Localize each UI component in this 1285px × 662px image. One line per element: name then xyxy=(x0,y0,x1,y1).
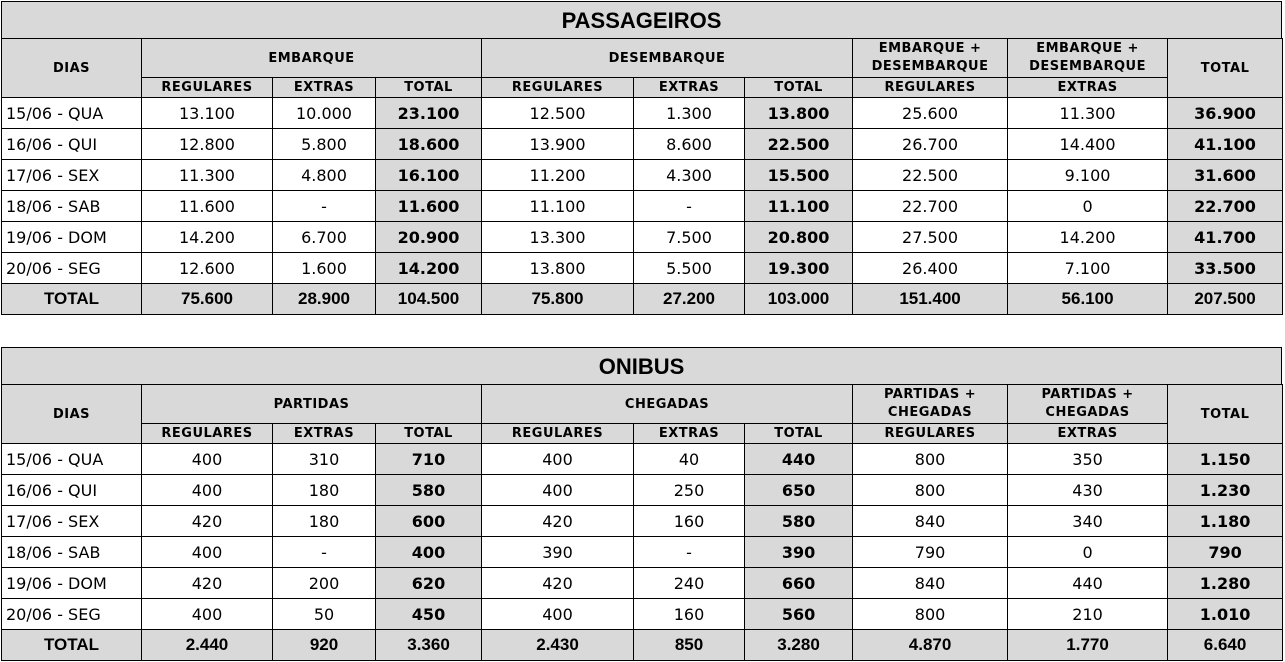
total-cell: 14.200 xyxy=(376,253,482,284)
header-embarque: EMBARQUE xyxy=(142,39,482,78)
value-cell: 4.800 xyxy=(273,160,376,191)
value-cell: 850 xyxy=(634,630,745,661)
value-cell: 400 xyxy=(482,444,634,475)
value-cell: 1.770 xyxy=(1008,630,1168,661)
day-cell: TOTAL xyxy=(2,284,142,315)
day-cell: 20/06 - SEG xyxy=(2,599,142,630)
header-embarque-desembarque-regulares: EMBARQUE + DESEMBARQUE xyxy=(853,39,1008,78)
passageiros-section xyxy=(1,1,1282,315)
value-cell: 9.100 xyxy=(1008,160,1168,191)
subheader-extras: EXTRAS xyxy=(1008,78,1168,98)
total-cell: 18.600 xyxy=(376,129,482,160)
table-row xyxy=(2,599,1283,630)
subheader-regulares: REGULARES xyxy=(142,78,273,98)
subheader-extras: EXTRAS xyxy=(634,78,745,98)
total-cell: 600 xyxy=(376,506,482,537)
total-cell: 41.100 xyxy=(1168,129,1283,160)
subheader-regulares: REGULARES xyxy=(853,424,1008,444)
value-cell: 75.600 xyxy=(142,284,273,315)
total-cell: 1.230 xyxy=(1168,475,1283,506)
value-cell: - xyxy=(634,191,745,222)
value-cell: 4.300 xyxy=(634,160,745,191)
onibus-title: ONIBUS xyxy=(1,347,1282,384)
total-cell: 11.600 xyxy=(376,191,482,222)
total-cell: 650 xyxy=(745,475,853,506)
value-cell: 240 xyxy=(634,568,745,599)
value-cell: 400 xyxy=(142,537,273,568)
value-cell: 75.800 xyxy=(482,284,634,315)
subheader-extras: EXTRAS xyxy=(273,78,376,98)
value-cell: 22.700 xyxy=(853,191,1008,222)
table-row xyxy=(2,222,1283,253)
value-cell: 790 xyxy=(853,537,1008,568)
value-cell: 13.800 xyxy=(482,253,634,284)
subheader-total: TOTAL xyxy=(376,424,482,444)
total-cell: 16.100 xyxy=(376,160,482,191)
day-cell: 15/06 - QUA xyxy=(2,444,142,475)
total-cell: 3.360 xyxy=(376,630,482,661)
value-cell: 7.100 xyxy=(1008,253,1168,284)
total-cell: 23.100 xyxy=(376,98,482,129)
header-chegadas: CHEGADAS xyxy=(482,385,853,424)
value-cell: 27.500 xyxy=(853,222,1008,253)
total-cell: 790 xyxy=(1168,537,1283,568)
total-cell: 580 xyxy=(745,506,853,537)
day-cell: 19/06 - DOM xyxy=(2,568,142,599)
value-cell: 420 xyxy=(482,506,634,537)
value-cell: 11.100 xyxy=(482,191,634,222)
onibus-table xyxy=(1,384,1283,661)
value-cell: 56.100 xyxy=(1008,284,1168,315)
value-cell: 11.200 xyxy=(482,160,634,191)
value-cell: 28.900 xyxy=(273,284,376,315)
day-cell: 20/06 - SEG xyxy=(2,253,142,284)
subheader-total: TOTAL xyxy=(745,424,853,444)
table-row xyxy=(2,253,1283,284)
value-cell: 200 xyxy=(273,568,376,599)
header-total: TOTAL xyxy=(1168,385,1283,444)
total-cell: 560 xyxy=(745,599,853,630)
value-cell: 12.500 xyxy=(482,98,634,129)
value-cell: 1.600 xyxy=(273,253,376,284)
total-cell: 440 xyxy=(745,444,853,475)
header-partidas: PARTIDAS xyxy=(142,385,482,424)
total-cell: 15.500 xyxy=(745,160,853,191)
total-cell: 20.800 xyxy=(745,222,853,253)
day-cell: 17/06 - SEX xyxy=(2,160,142,191)
value-cell: 310 xyxy=(273,444,376,475)
value-cell: 0 xyxy=(1008,191,1168,222)
header-embarque-desembarque-extras: EMBARQUE + DESEMBARQUE xyxy=(1008,39,1168,78)
value-cell: 420 xyxy=(142,506,273,537)
header-dias: DIAS xyxy=(2,39,142,98)
total-cell: 3.280 xyxy=(745,630,853,661)
day-cell: 19/06 - DOM xyxy=(2,222,142,253)
total-cell: 20.900 xyxy=(376,222,482,253)
total-cell: 400 xyxy=(376,537,482,568)
value-cell: 390 xyxy=(482,537,634,568)
total-cell: 1.150 xyxy=(1168,444,1283,475)
value-cell: 250 xyxy=(634,475,745,506)
value-cell: 151.400 xyxy=(853,284,1008,315)
total-cell: 620 xyxy=(376,568,482,599)
value-cell: 420 xyxy=(482,568,634,599)
day-cell: 16/06 - QUI xyxy=(2,475,142,506)
day-cell: 17/06 - SEX xyxy=(2,506,142,537)
total-cell: 31.600 xyxy=(1168,160,1283,191)
value-cell: 11.600 xyxy=(142,191,273,222)
day-cell: 18/06 - SAB xyxy=(2,537,142,568)
total-cell: 660 xyxy=(745,568,853,599)
header-dias: DIAS xyxy=(2,385,142,444)
total-row xyxy=(2,630,1283,661)
onibus-body xyxy=(2,444,1283,661)
total-cell: 22.500 xyxy=(745,129,853,160)
value-cell: 5.500 xyxy=(634,253,745,284)
header-partidas-chegadas-extras: PARTIDAS + CHEGADAS xyxy=(1008,385,1168,424)
total-cell: 450 xyxy=(376,599,482,630)
total-cell: 1.010 xyxy=(1168,599,1283,630)
value-cell: 350 xyxy=(1008,444,1168,475)
total-cell: 22.700 xyxy=(1168,191,1283,222)
total-row xyxy=(2,284,1283,315)
value-cell: 400 xyxy=(482,475,634,506)
value-cell: 13.300 xyxy=(482,222,634,253)
value-cell: 180 xyxy=(273,475,376,506)
value-cell: 26.400 xyxy=(853,253,1008,284)
subheader-regulares: REGULARES xyxy=(482,78,634,98)
value-cell: 14.200 xyxy=(1008,222,1168,253)
value-cell: 400 xyxy=(142,475,273,506)
total-cell: 103.000 xyxy=(745,284,853,315)
value-cell: 14.400 xyxy=(1008,129,1168,160)
value-cell: 6.700 xyxy=(273,222,376,253)
value-cell: 400 xyxy=(142,444,273,475)
value-cell: 13.100 xyxy=(142,98,273,129)
value-cell: 840 xyxy=(853,506,1008,537)
table-row xyxy=(2,444,1283,475)
value-cell: 420 xyxy=(142,568,273,599)
value-cell: 840 xyxy=(853,568,1008,599)
table-row xyxy=(2,191,1283,222)
value-cell: 7.500 xyxy=(634,222,745,253)
value-cell: 22.500 xyxy=(853,160,1008,191)
subheader-total: TOTAL xyxy=(376,78,482,98)
table-row xyxy=(2,506,1283,537)
table-row xyxy=(2,568,1283,599)
total-cell: 710 xyxy=(376,444,482,475)
table-row xyxy=(2,160,1283,191)
value-cell: 13.900 xyxy=(482,129,634,160)
value-cell: 160 xyxy=(634,506,745,537)
value-cell: 160 xyxy=(634,599,745,630)
subheader-extras: EXTRAS xyxy=(273,424,376,444)
value-cell: 14.200 xyxy=(142,222,273,253)
value-cell: 1.300 xyxy=(634,98,745,129)
value-cell: 40 xyxy=(634,444,745,475)
subheader-extras: EXTRAS xyxy=(1008,424,1168,444)
value-cell: 25.600 xyxy=(853,98,1008,129)
value-cell: 12.600 xyxy=(142,253,273,284)
value-cell: - xyxy=(273,191,376,222)
total-cell: 11.100 xyxy=(745,191,853,222)
value-cell: 11.300 xyxy=(142,160,273,191)
table-row xyxy=(2,129,1283,160)
total-cell: 6.640 xyxy=(1168,630,1283,661)
value-cell: 4.870 xyxy=(853,630,1008,661)
value-cell: 26.700 xyxy=(853,129,1008,160)
value-cell: 440 xyxy=(1008,568,1168,599)
day-cell: 15/06 - QUA xyxy=(2,98,142,129)
passageiros-title: PASSAGEIROS xyxy=(1,1,1282,38)
day-cell: TOTAL xyxy=(2,630,142,661)
passageiros-table xyxy=(1,38,1283,315)
table-row xyxy=(2,98,1283,129)
total-cell: 1.280 xyxy=(1168,568,1283,599)
table-row xyxy=(2,537,1283,568)
value-cell: 920 xyxy=(273,630,376,661)
value-cell: 27.200 xyxy=(634,284,745,315)
value-cell: 180 xyxy=(273,506,376,537)
total-cell: 19.300 xyxy=(745,253,853,284)
value-cell: 210 xyxy=(1008,599,1168,630)
value-cell: 800 xyxy=(853,475,1008,506)
value-cell: 430 xyxy=(1008,475,1168,506)
total-cell: 36.900 xyxy=(1168,98,1283,129)
subheader-extras: EXTRAS xyxy=(634,424,745,444)
total-cell: 207.500 xyxy=(1168,284,1283,315)
value-cell: 340 xyxy=(1008,506,1168,537)
total-cell: 13.800 xyxy=(745,98,853,129)
subheader-regulares: REGULARES xyxy=(482,424,634,444)
value-cell: 50 xyxy=(273,599,376,630)
value-cell: 400 xyxy=(142,599,273,630)
header-partidas-chegadas-regulares: PARTIDAS + CHEGADAS xyxy=(853,385,1008,424)
value-cell: - xyxy=(273,537,376,568)
value-cell: - xyxy=(634,537,745,568)
passageiros-body xyxy=(2,98,1283,315)
value-cell: 12.800 xyxy=(142,129,273,160)
value-cell: 400 xyxy=(482,599,634,630)
subheader-total: TOTAL xyxy=(745,78,853,98)
value-cell: 800 xyxy=(853,444,1008,475)
header-desembarque: DESEMBARQUE xyxy=(482,39,853,78)
total-cell: 104.500 xyxy=(376,284,482,315)
day-cell: 18/06 - SAB xyxy=(2,191,142,222)
value-cell: 10.000 xyxy=(273,98,376,129)
subheader-regulares: REGULARES xyxy=(142,424,273,444)
table-row xyxy=(2,475,1283,506)
total-cell: 580 xyxy=(376,475,482,506)
value-cell: 800 xyxy=(853,599,1008,630)
subheader-regulares: REGULARES xyxy=(853,78,1008,98)
total-cell: 33.500 xyxy=(1168,253,1283,284)
value-cell: 5.800 xyxy=(273,129,376,160)
total-cell: 1.180 xyxy=(1168,506,1283,537)
value-cell: 0 xyxy=(1008,537,1168,568)
value-cell: 8.600 xyxy=(634,129,745,160)
header-total: TOTAL xyxy=(1168,39,1283,98)
day-cell: 16/06 - QUI xyxy=(2,129,142,160)
onibus-section xyxy=(1,347,1282,661)
value-cell: 2.440 xyxy=(142,630,273,661)
total-cell: 41.700 xyxy=(1168,222,1283,253)
value-cell: 2.430 xyxy=(482,630,634,661)
value-cell: 11.300 xyxy=(1008,98,1168,129)
total-cell: 390 xyxy=(745,537,853,568)
